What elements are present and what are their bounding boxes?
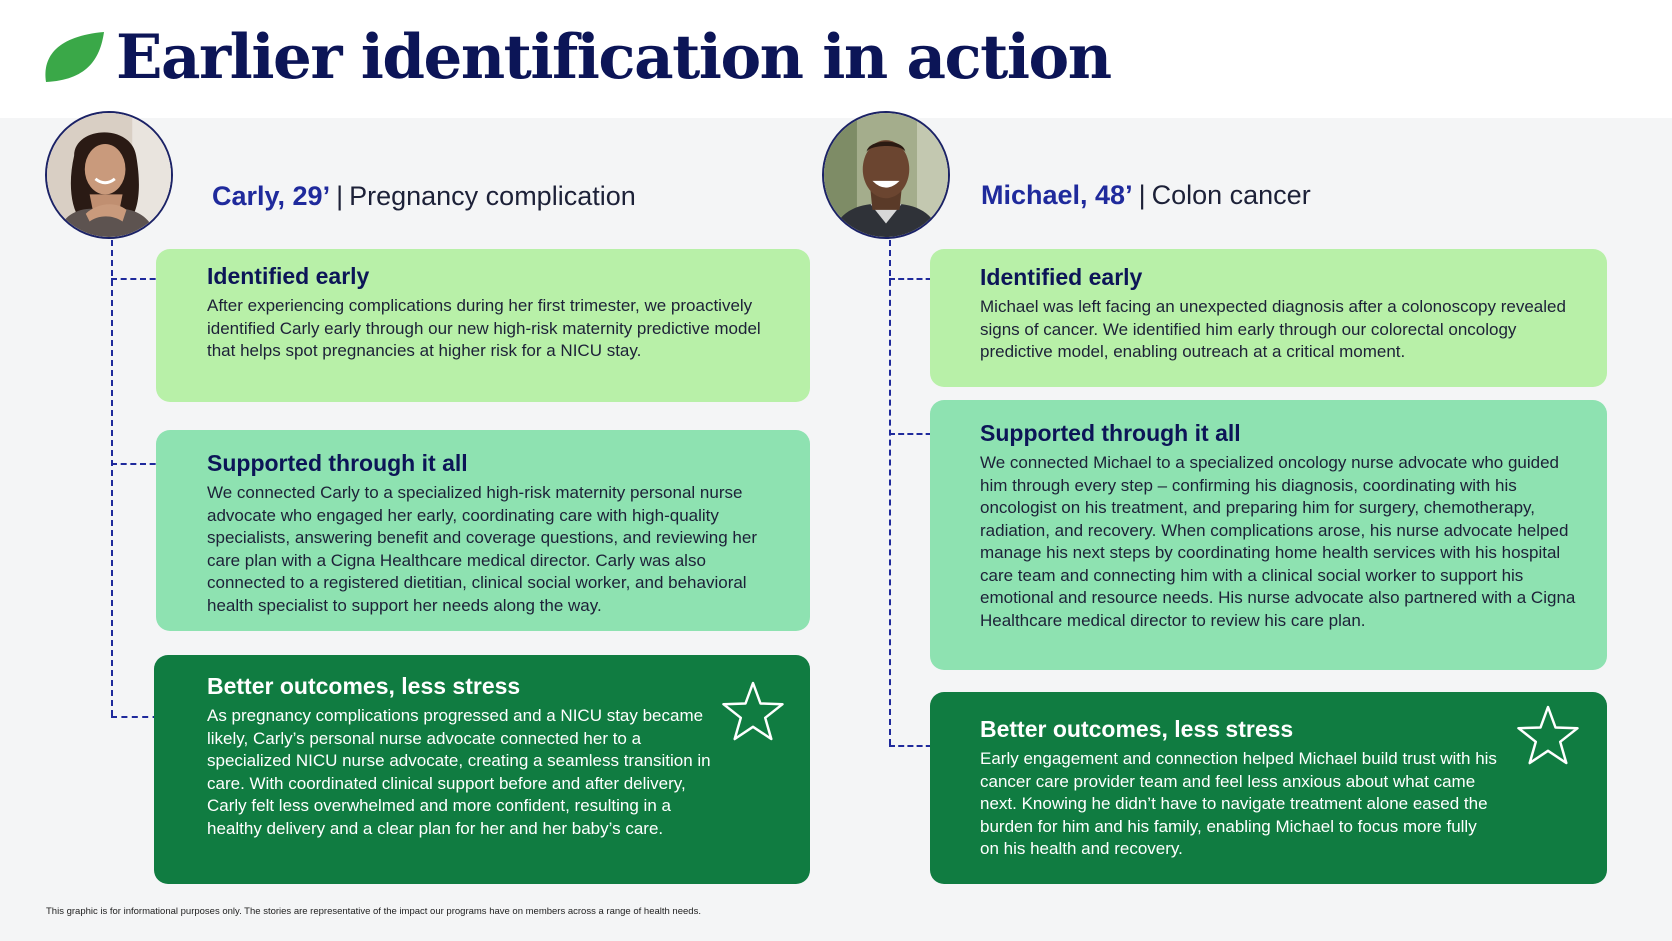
person-separator: | (336, 181, 344, 211)
story-card-outcomes (930, 692, 1607, 884)
timeline-line (889, 240, 891, 745)
timeline-line (111, 240, 113, 716)
card-body: After experiencing complications during her first trimester, we proactively identified Carly early through our new high-risk maternity predictive model that helps spot pregnancies at higher risk for a NICU stay. (207, 296, 761, 360)
person-separator: | (1138, 180, 1146, 210)
avatar-carly (45, 111, 173, 239)
avatar-michael (822, 111, 950, 239)
card-heading: Better outcomes, less stress (980, 716, 1294, 742)
person-condition: Pregnancy complication (349, 181, 636, 211)
card-body: As pregnancy complications progressed and a NICU stay became likely, Carly’s personal nurse advocate connected her to a specialized NICU nurse advocate, creating a seamless transition in care. With coordinated clinical support before and after delivery, Carly felt less overwhelmed and more confident, resulting in a healthy delivery and a clear plan for her and her baby’s care. (207, 706, 711, 838)
card-body: We connected Michael to a specialized oncology nurse advocate who guided him through every step – confirming his diagnosis, coordinating with his oncologist on his treatment, and preparing him for surgery, chemotherapy, radiation, and recovery. When complications arose, his nurse advocate helped manage his next steps by coordinating home health services with his hospital care team and connecting him with a clinical social worker to support his emotional and resource needs. His nurse advocate also partnered with a Cigna Healthcare medical director to review his care plan. (980, 453, 1576, 630)
card-body: Early engagement and connection helped Michael build trust with his cancer care provider team and feel less anxious about what came next. Knowing he didn’t have to navigate treatment alone eased the burden for him and his family, enabling Michael to focus more fully on his health and recovery. (980, 749, 1497, 858)
header (0, 0, 1672, 118)
page-title: Earlier identification in action (116, 22, 1111, 93)
person-condition: Colon cancer (1151, 180, 1311, 210)
leaf-icon (42, 30, 106, 84)
story-card-identified (930, 249, 1607, 387)
story-card-identified (156, 249, 810, 402)
story-card-supported (156, 430, 810, 631)
card-heading: Better outcomes, less stress (207, 673, 521, 699)
footnote: This graphic is for informational purposes only. The stories are representative of the impact our programs have on members across a range of health needs. (46, 906, 701, 917)
person-label-carly (212, 181, 636, 212)
card-body: Michael was left facing an unexpected diagnosis after a colonoscopy revealed signs of cancer. We identified him early through our colorectal oncology predictive model, enabling outreach at a critical moment. (980, 297, 1566, 361)
story-card-supported (930, 400, 1607, 670)
person-name: Michael, 48’ (981, 180, 1133, 210)
card-heading: Identified early (207, 263, 370, 289)
card-heading: Identified early (980, 264, 1143, 290)
person-name: Carly, 29’ (212, 181, 331, 211)
card-heading: Supported through it all (207, 450, 468, 476)
person-label-michael (981, 180, 1311, 211)
star-outline-icon (720, 680, 786, 744)
card-heading: Supported through it all (980, 420, 1241, 446)
card-body: We connected Carly to a specialized high-risk maternity personal nurse advocate who engaged her early, coordinating care with high-quality specialists, answering benefit and coverage questions, and reviewing her care plan with a Cigna Healthcare medical director. Carly was also connected to a registered dietitian, clinical social worker, and behavioral health specialist to support her needs along the way. (207, 483, 757, 615)
story-card-outcomes (154, 655, 810, 884)
star-outline-icon (1515, 704, 1581, 768)
